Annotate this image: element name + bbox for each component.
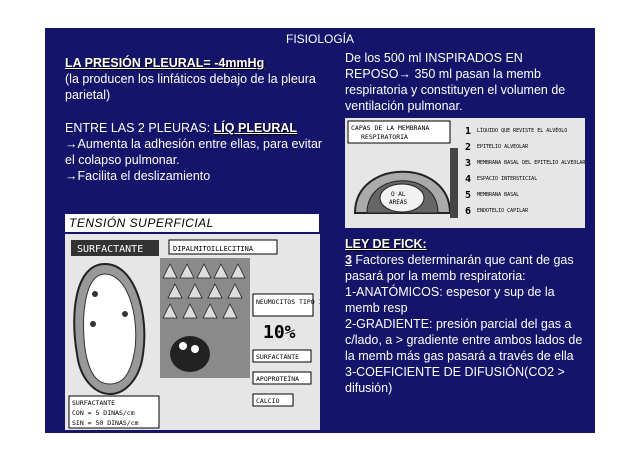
- membrane-title-1: CAPAS DE LA MEMBRANA: [351, 124, 430, 132]
- arrow-right-icon: →: [65, 137, 78, 151]
- surfactant-diagram: [65, 234, 320, 430]
- inspired-text: De los 500 ml INSPIRADOS EN REPOSO: [345, 51, 523, 81]
- surfactant-figure: [65, 234, 320, 430]
- membrane-layer-number: 2: [465, 142, 472, 153]
- fick-title: LEY DE FICK:: [345, 237, 427, 251]
- gas-label-1: O AL: [391, 191, 406, 198]
- pleural-pressure-block: [65, 55, 325, 103]
- membrane-layer-label: ESPACIO INTERSTICIAL: [477, 176, 538, 182]
- membrane-layer-label: MEMBRANA BASAL DEL EPITELIO ALVEOLAR: [477, 160, 585, 166]
- membrane-layer-number: 1: [465, 126, 472, 137]
- surfactant-title: SURFACTANTE: [77, 244, 144, 255]
- pleural-pressure-heading: LA PRESIÓN PLEURAL= -4mmHg: [65, 56, 265, 70]
- apoproteina-label: APOPROTEÍNA: [256, 375, 300, 383]
- dipal-label: DIPALMITOILLECITINA: [173, 245, 254, 253]
- fick-intro: Factores determinarán que cant de gas pasará por la memb respiratoria:: [345, 253, 574, 283]
- caption-sin: SIN = 50 DINAS/cm: [72, 419, 139, 427]
- tension-label: TENSIÓN SUPERFICIAL: [65, 214, 319, 232]
- pleural-pressure-note: (la producen los linfáticos debajo de la pleura parietal): [65, 72, 316, 102]
- membrane-layer-label: EPITELIO ALVEOLAR: [477, 144, 529, 150]
- fick-intro-line: [345, 252, 590, 284]
- caption-surfactante: SURFACTANTE: [72, 399, 116, 407]
- inspired-rest-text: 350 ml pasan la memb respiratoria y constituyen el volumen de ventilación pulmonar.: [345, 67, 566, 113]
- bullet-sliding: [65, 168, 325, 184]
- calcio-label: CALCIO: [256, 397, 280, 405]
- membrane-figure: [345, 118, 585, 228]
- between-pleuras-line: [65, 120, 325, 136]
- fick-number: 3: [345, 253, 352, 267]
- membrane-layer-number: 6: [465, 206, 472, 217]
- fick-item-1: 1-ANATÓMICOS: espesor y sup de la memb resp: [345, 285, 555, 315]
- membrane-diagram: [345, 118, 585, 228]
- inspired-volume-block: [345, 50, 585, 114]
- neumocitos-label: NEUMOCITOS TIPO II: [256, 298, 320, 306]
- membrane-title-2: RESPIRATORIA: [361, 133, 408, 141]
- membrane-layer-number: 4: [465, 174, 472, 185]
- gas-label-2: AREAS: [389, 199, 408, 206]
- membrane-layer-number: 5: [465, 190, 472, 201]
- membrane-layer-label: LÍQUIDO QUE REVISTE EL ALVÉOLO: [477, 128, 568, 134]
- slide: [45, 28, 595, 433]
- pleural-liquid-block: [65, 120, 325, 184]
- fick-item-2: 2-GRADIENTE: presión parcial del gas a c/lado, a > gradiente entre ambos lados de la memb más gas pasará a través de ella: [345, 317, 583, 363]
- arrow-right-icon: →: [65, 169, 78, 183]
- caption-con: CON = 5 DINAS/cm: [72, 409, 135, 417]
- between-prefix: ENTRE LAS 2 PLEURAS:: [65, 121, 214, 135]
- bullet-adhesion-text: Aumenta la adhesión entre ellas, para evitar el colapso pulmonar.: [65, 137, 323, 167]
- membrane-layer-label: MEMBRANA BASAL: [477, 192, 520, 198]
- membrane-layer-label: ENDOTELIO CAPILAR: [477, 208, 529, 214]
- fick-law-block: [345, 236, 590, 396]
- arrow-right-icon: →: [398, 67, 411, 81]
- bullet-sliding-text: Facilita el deslizamiento: [77, 169, 211, 183]
- surfactante-label: SURFACTANTE: [256, 353, 300, 361]
- membrane-layer-number: 3: [465, 158, 472, 169]
- bullet-adhesion: [65, 136, 325, 168]
- pleural-liquid-highlight: LÍQ PLEURAL: [213, 121, 298, 135]
- percent-label: 10%: [263, 322, 296, 343]
- slide-title: FISIOLOGÍA: [285, 32, 354, 46]
- fick-item-3: 3-COEFICIENTE DE DIFUSIÓN(CO2 > difusión): [345, 365, 565, 395]
